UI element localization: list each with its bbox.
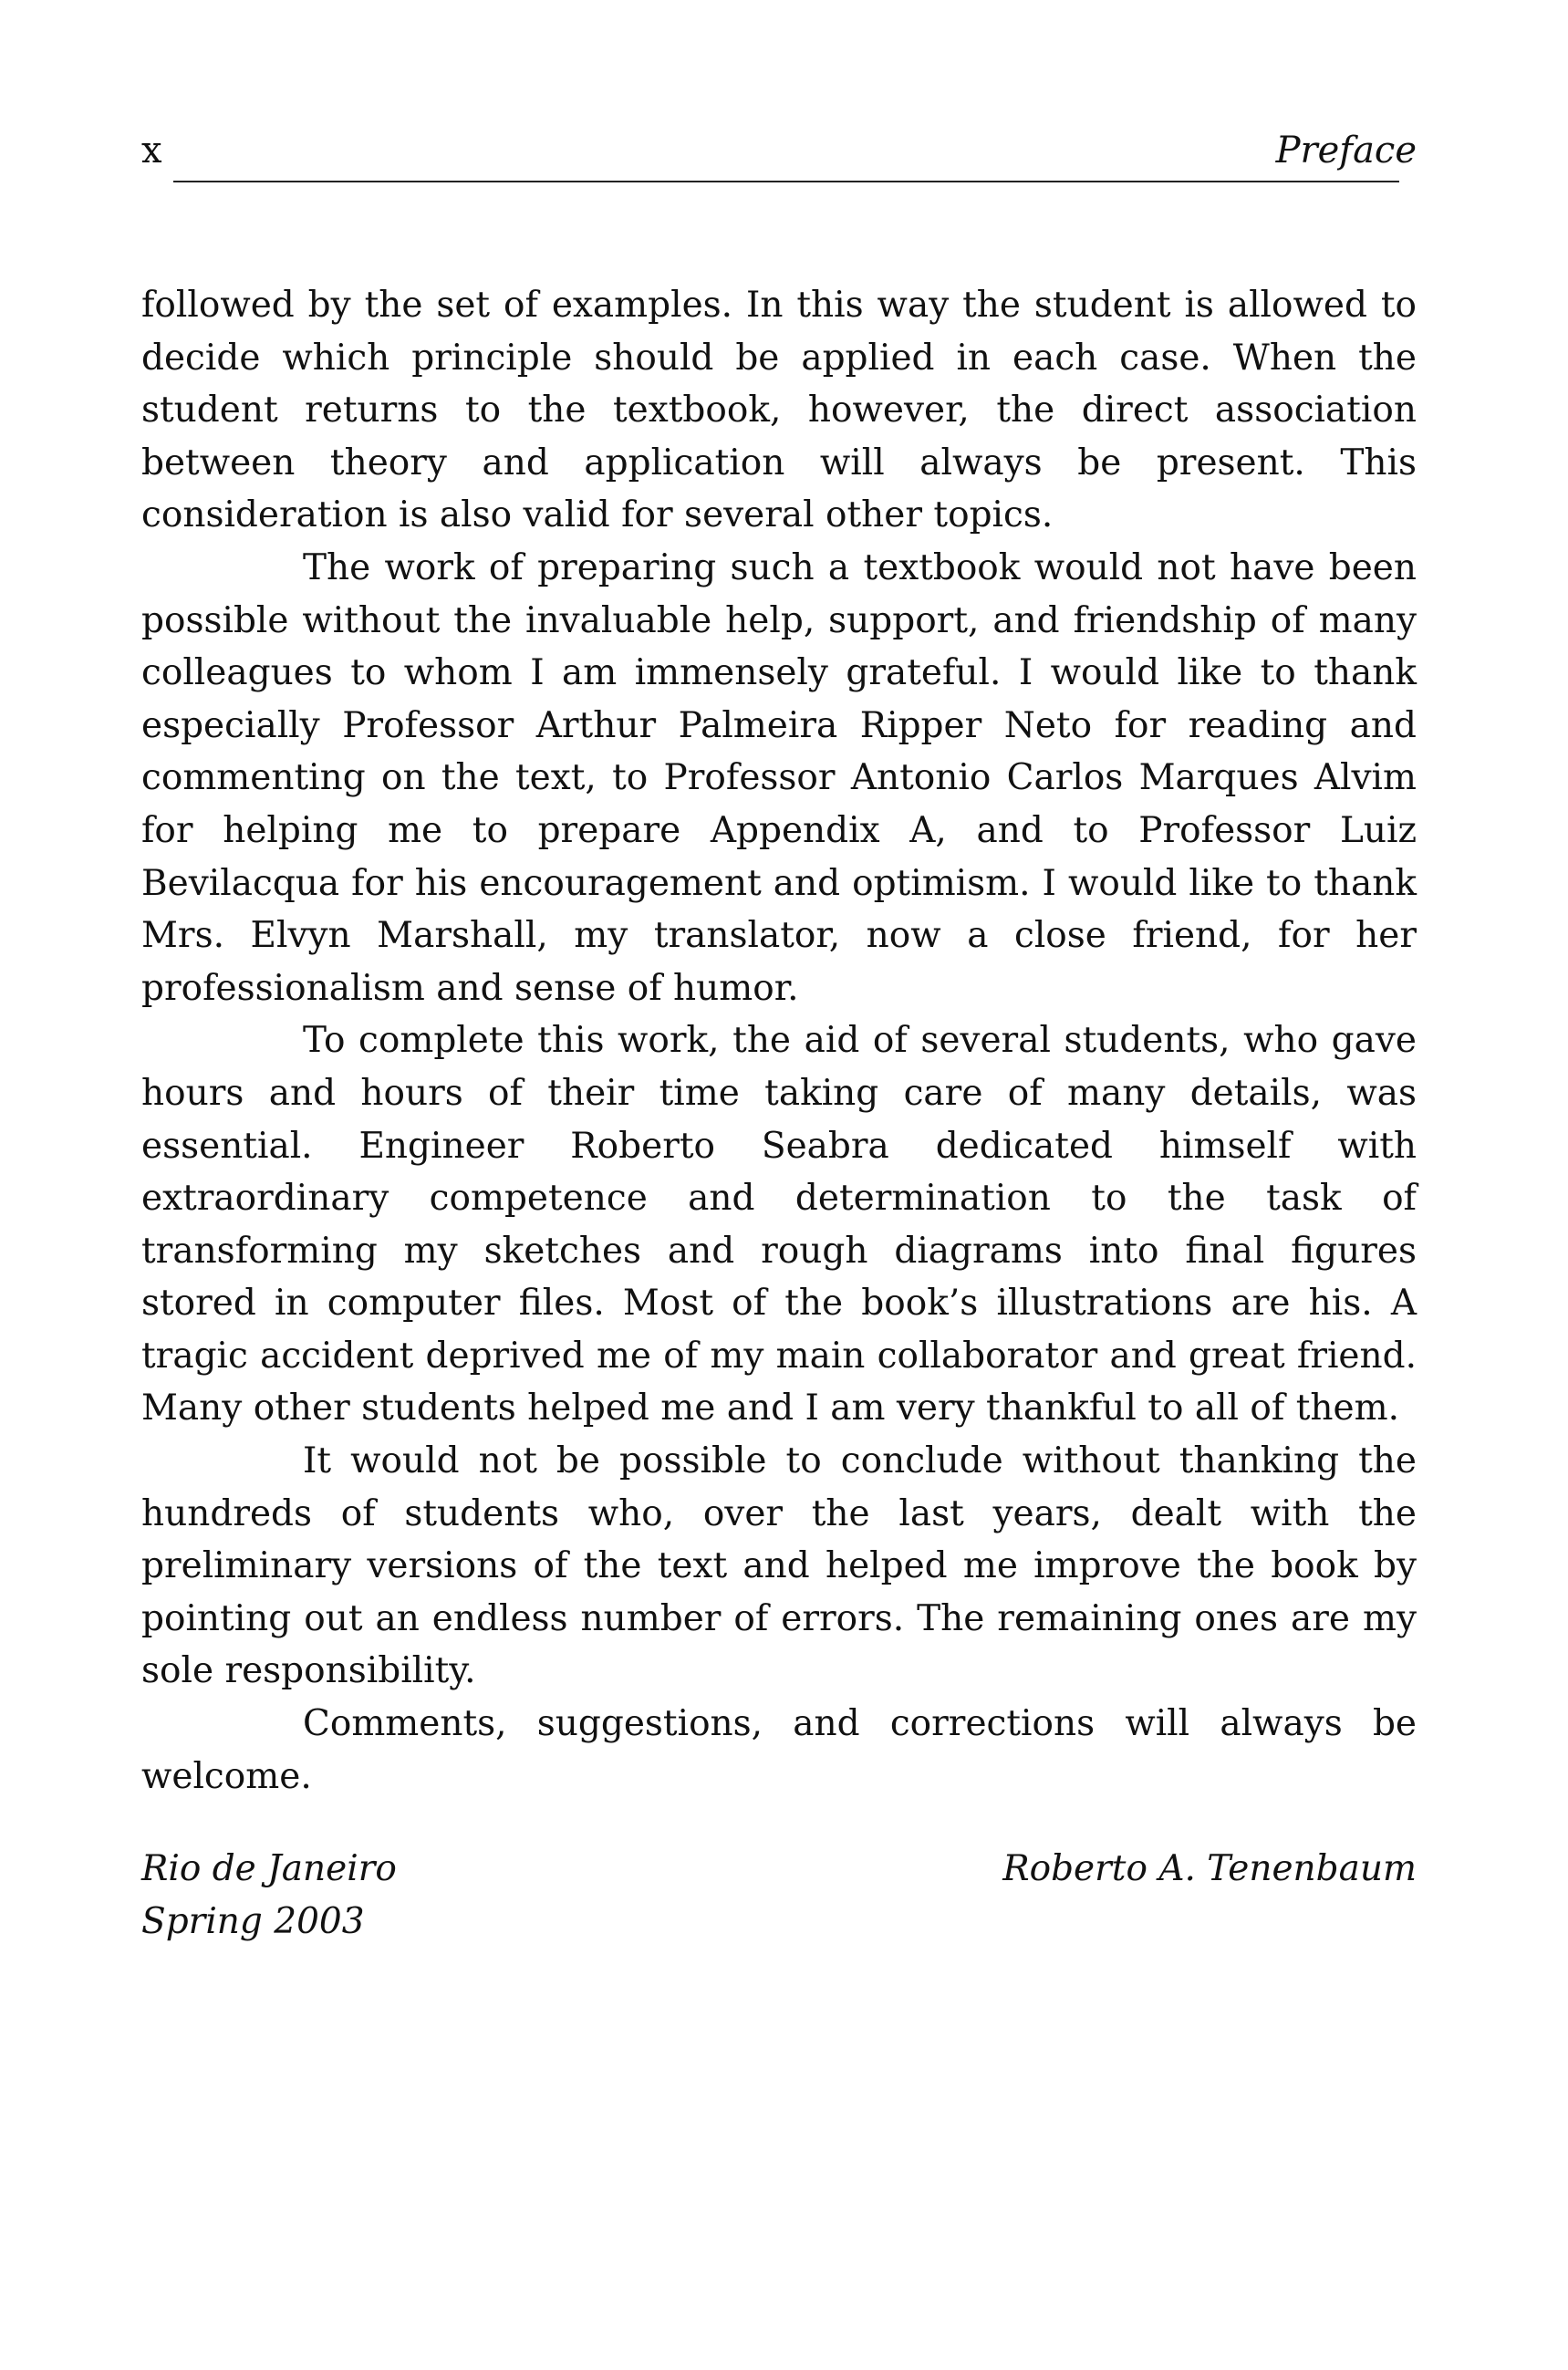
signature-block [141,1843,1417,1952]
paragraph-acknowledgements-students: To complete this work, the aid of several students, who gave hours and hours of their time taking care of many details, was essential. Engineer Roberto Seabra dedicated himself with extraordinary competence and determination to the task of transforming my sketches and rough diagrams into final figures stored in computer files. Most of the book’s illustrations are his. A tragic accident deprived me of my main collaborator and great friend. Many other students helped me and I am very thankful to all of them. [141,1020,1417,1429]
place-and-date [141,1843,397,1948]
running-head [141,128,1417,182]
paragraph-acknowledgements-readers: It would not be possible to conclude without thanking the hundreds of students who, over the last years, dealt with the preliminary versions of the text and helped me improve the book by pointing out an endless number of errors. The remaining ones are my sole responsibility. [141,1440,1417,1692]
preface-body [141,279,1417,1803]
paragraph-continuation: followed by the set of examples. In this way the student is allowed to decide which principle should be applied in each case. When the student returns to the textbook, however, the direct association between theory and application will always be present. This consideration is also valid for several other topics. [141,285,1417,536]
signature-author-wrap [1002,1843,1417,1896]
header-rule [173,181,1399,182]
paragraph-acknowledgements-colleagues: The work of preparing such a textbook would not have been possible without the invaluable help, support, and friendship of many colleagues to whom I am immensely grateful. I would like to thank especially Professor Arthur Palmeira Ripper Neto for reading and commenting on the text, to Professor Antonio Carlos Marques Alvim for helping me to prepare Appendix A, and to Professor Luiz Bevilacqua for his encouragement and optimism. I would like to thank Mrs. Elvyn Marshall, my translator, now a close friend, for her professionalism and sense of humor. [141,546,1417,1009]
signature-author: Roberto A. Tenenbaum [1002,1848,1417,1889]
paragraph-closing: Comments, suggestions, and corrections will always be welcome. [141,1703,1417,1797]
page-number: x [141,130,162,172]
signature-place: Rio de Janeiro [141,1848,397,1889]
running-title: Preface [1275,130,1417,172]
signature-date: Spring 2003 [141,1900,365,1942]
